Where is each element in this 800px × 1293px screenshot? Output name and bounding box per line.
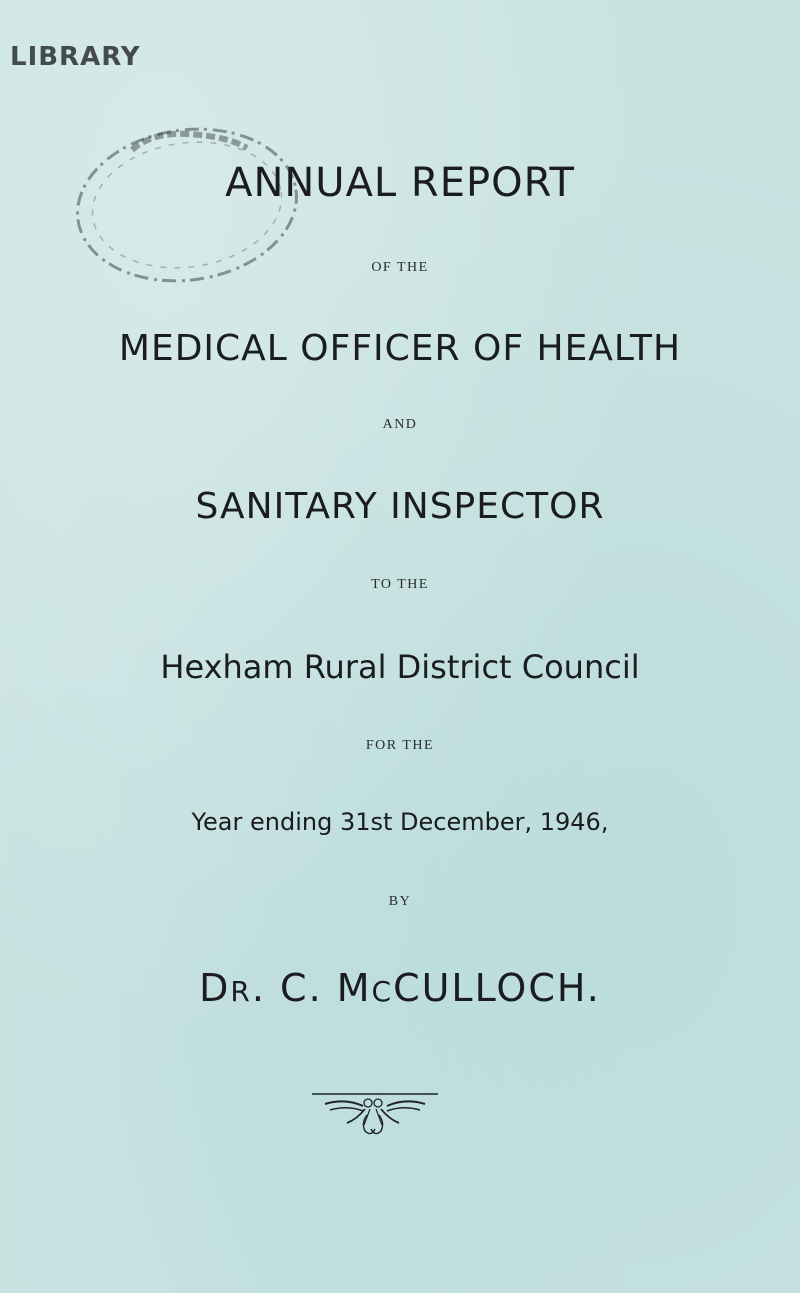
- author-mc-small-caps: C: [371, 975, 394, 1008]
- author-surname: CULLOCH.: [393, 966, 601, 1010]
- library-stamp: LIBRARY: [10, 42, 141, 72]
- title-sanitary-inspector: SANITARY INSPECTOR: [195, 486, 605, 527]
- connector-for-the: FOR THE: [365, 738, 435, 753]
- author-initial: . C. M: [251, 966, 372, 1010]
- connector-to-the: TO THE: [371, 577, 429, 592]
- connector-by: BY: [388, 894, 412, 909]
- connector-of-the: OF THE: [371, 260, 429, 275]
- title-annual-report: ANNUAL REPORT: [225, 160, 575, 206]
- title-medical-officer: MEDICAL OFFICER OF HEALTH: [118, 328, 682, 369]
- author-prefix: D: [199, 966, 231, 1010]
- council-name: Hexham Rural District Council: [160, 648, 640, 686]
- scroll-ornament-icon: [310, 1085, 440, 1155]
- author-prefix-small-caps: R: [230, 975, 252, 1008]
- connector-and: AND: [382, 417, 418, 432]
- author-name: [0, 966, 800, 1010]
- report-year: Year ending 31st December, 1946,: [191, 808, 609, 836]
